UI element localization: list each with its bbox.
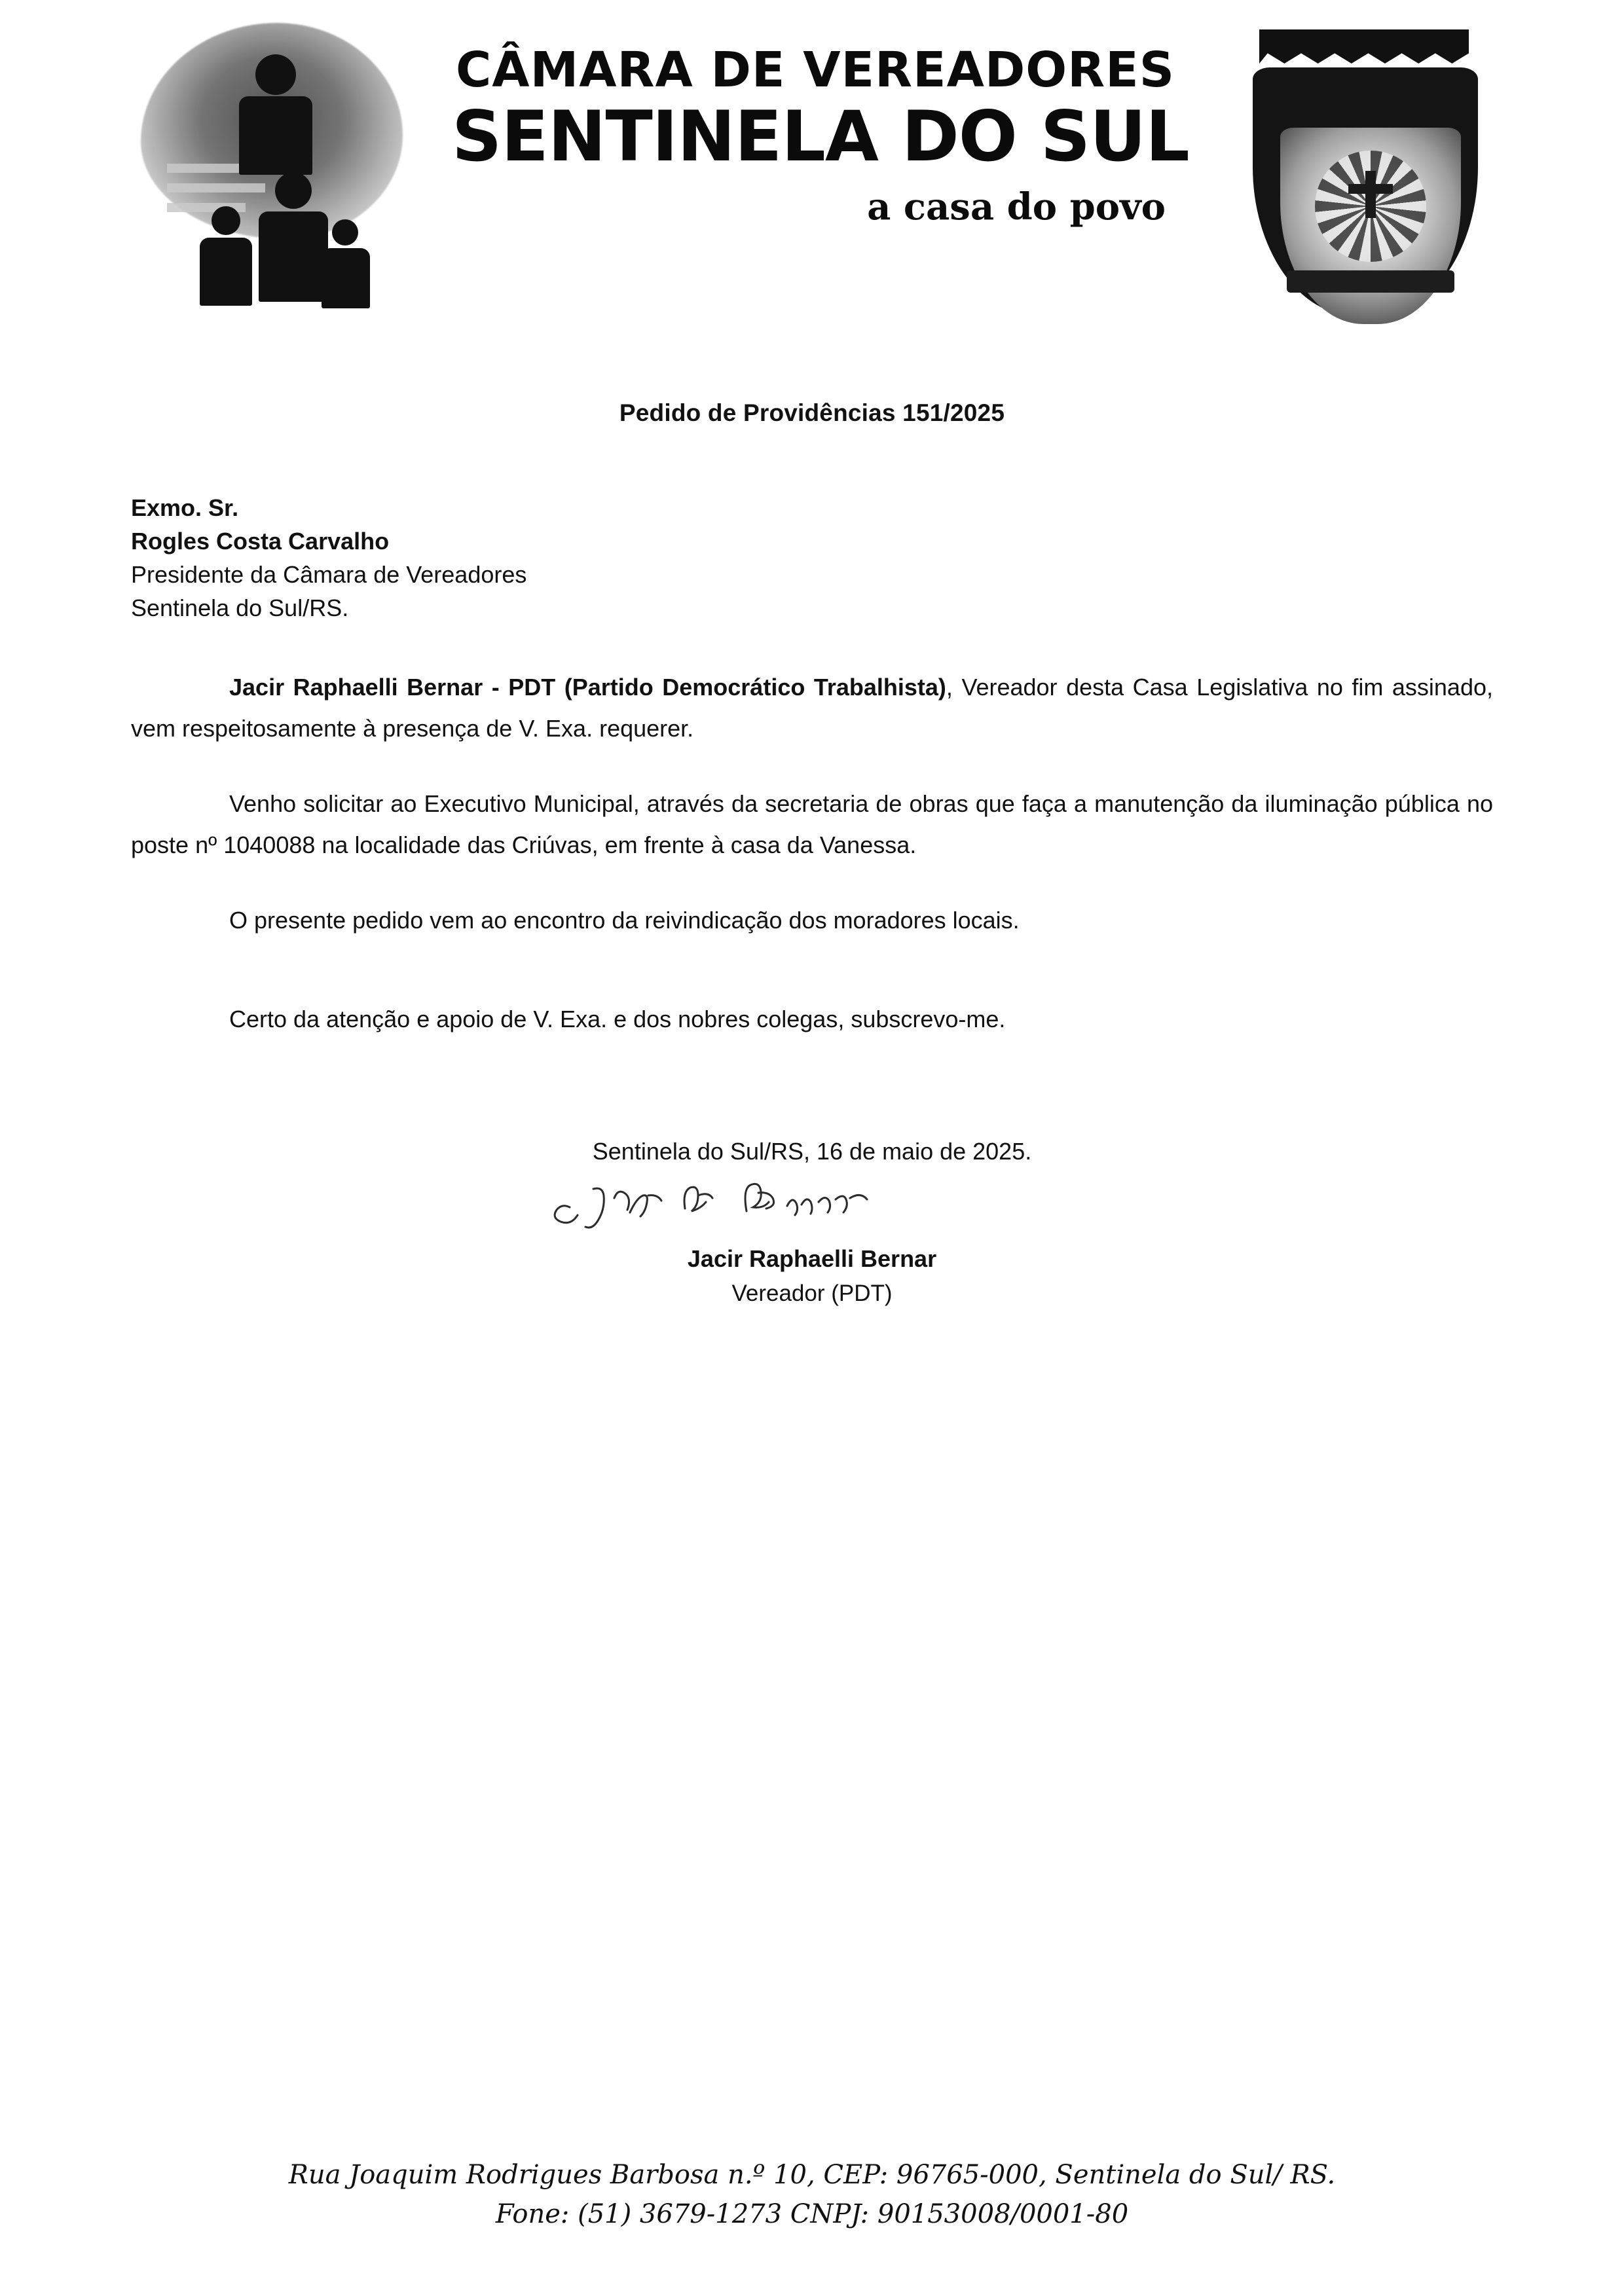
- logo-strip: [167, 164, 239, 173]
- crest-inner: [1280, 128, 1461, 324]
- letterhead-tagline: a casa do povo: [867, 185, 1166, 228]
- municipal-coat-of-arms-icon: [1247, 29, 1483, 344]
- letterhead-line-2: SENTINELA DO SUL: [452, 96, 1189, 177]
- logo-strip: [167, 183, 265, 192]
- footer-contact: Fone: (51) 3679-1273 CNPJ: 90153008/0001-80: [495, 2199, 1129, 2229]
- figure-body-icon: [322, 248, 370, 308]
- page-title: Pedido de Providências 151/2025: [619, 399, 1005, 426]
- addressee-role: Presidente da Câmara de Vereadores: [131, 561, 527, 589]
- crest-cross-icon: [1365, 171, 1376, 218]
- figure-body-icon: [239, 96, 312, 175]
- signature-name: Jacir Raphaelli Bernar: [687, 1245, 937, 1273]
- addressee-name: Rogles Costa Carvalho: [131, 528, 390, 555]
- letterhead-title: [452, 42, 1189, 228]
- paragraph-closing: Certo da atenção e apoio de V. Exa. e dos nobres colegas, subscrevo-me.: [229, 1006, 1006, 1033]
- document-body: [131, 625, 1493, 1307]
- camara-people-logo-icon: [141, 23, 422, 324]
- requerente-rest: , Vereador desta Casa Legislativa no fim assinado, vem respeitosamente à presença de V. Exa. requerer.: [131, 674, 1493, 742]
- figure-body-icon: [200, 238, 252, 306]
- signature-role: Vereador (PDT): [731, 1281, 893, 1307]
- crest-shield: [1253, 67, 1478, 316]
- crest-ribbon: [1287, 270, 1454, 293]
- figure-head-icon: [332, 219, 358, 246]
- figure-body-icon: [259, 211, 328, 302]
- addressee-salutation: Exmo. Sr.: [131, 494, 239, 521]
- place-and-date: Sentinela do Sul/RS, 16 de maio de 2025.: [592, 1138, 1032, 1165]
- crest-banner: [1259, 29, 1469, 64]
- letterhead-line-1: CÂMARA DE VEREADORES: [455, 42, 1175, 98]
- footer: [0, 2155, 1624, 2234]
- figure-head-icon: [212, 206, 240, 235]
- figure-head-icon: [255, 54, 296, 95]
- letterhead: [0, 0, 1624, 373]
- figure-head-icon: [275, 172, 312, 209]
- paragraph-request: Venho solicitar ao Executivo Municipal, através da secretaria de obras que faça a manutenção da iluminação pública no poste nº 1040088 na localidade das Criúvas, em frente à casa da Vanessa.: [131, 790, 1493, 859]
- handwritten-signature: [131, 1169, 1493, 1241]
- paragraph-requerente: [131, 666, 1493, 749]
- paragraph-justification: O presente pedido vem ao encontro da reivindicação dos moradores locais.: [229, 907, 1020, 934]
- requerente-name: Jacir Raphaelli Bernar - PDT (Partido Democrático Trabalhista): [229, 674, 946, 701]
- addressee-block: [131, 491, 1624, 625]
- addressee-city: Sentinela do Sul/RS.: [131, 594, 349, 622]
- footer-address: Rua Joaquim Rodrigues Barbosa n.º 10, CEP: 96765-000, Sentinela do Sul/ RS.: [288, 2160, 1336, 2190]
